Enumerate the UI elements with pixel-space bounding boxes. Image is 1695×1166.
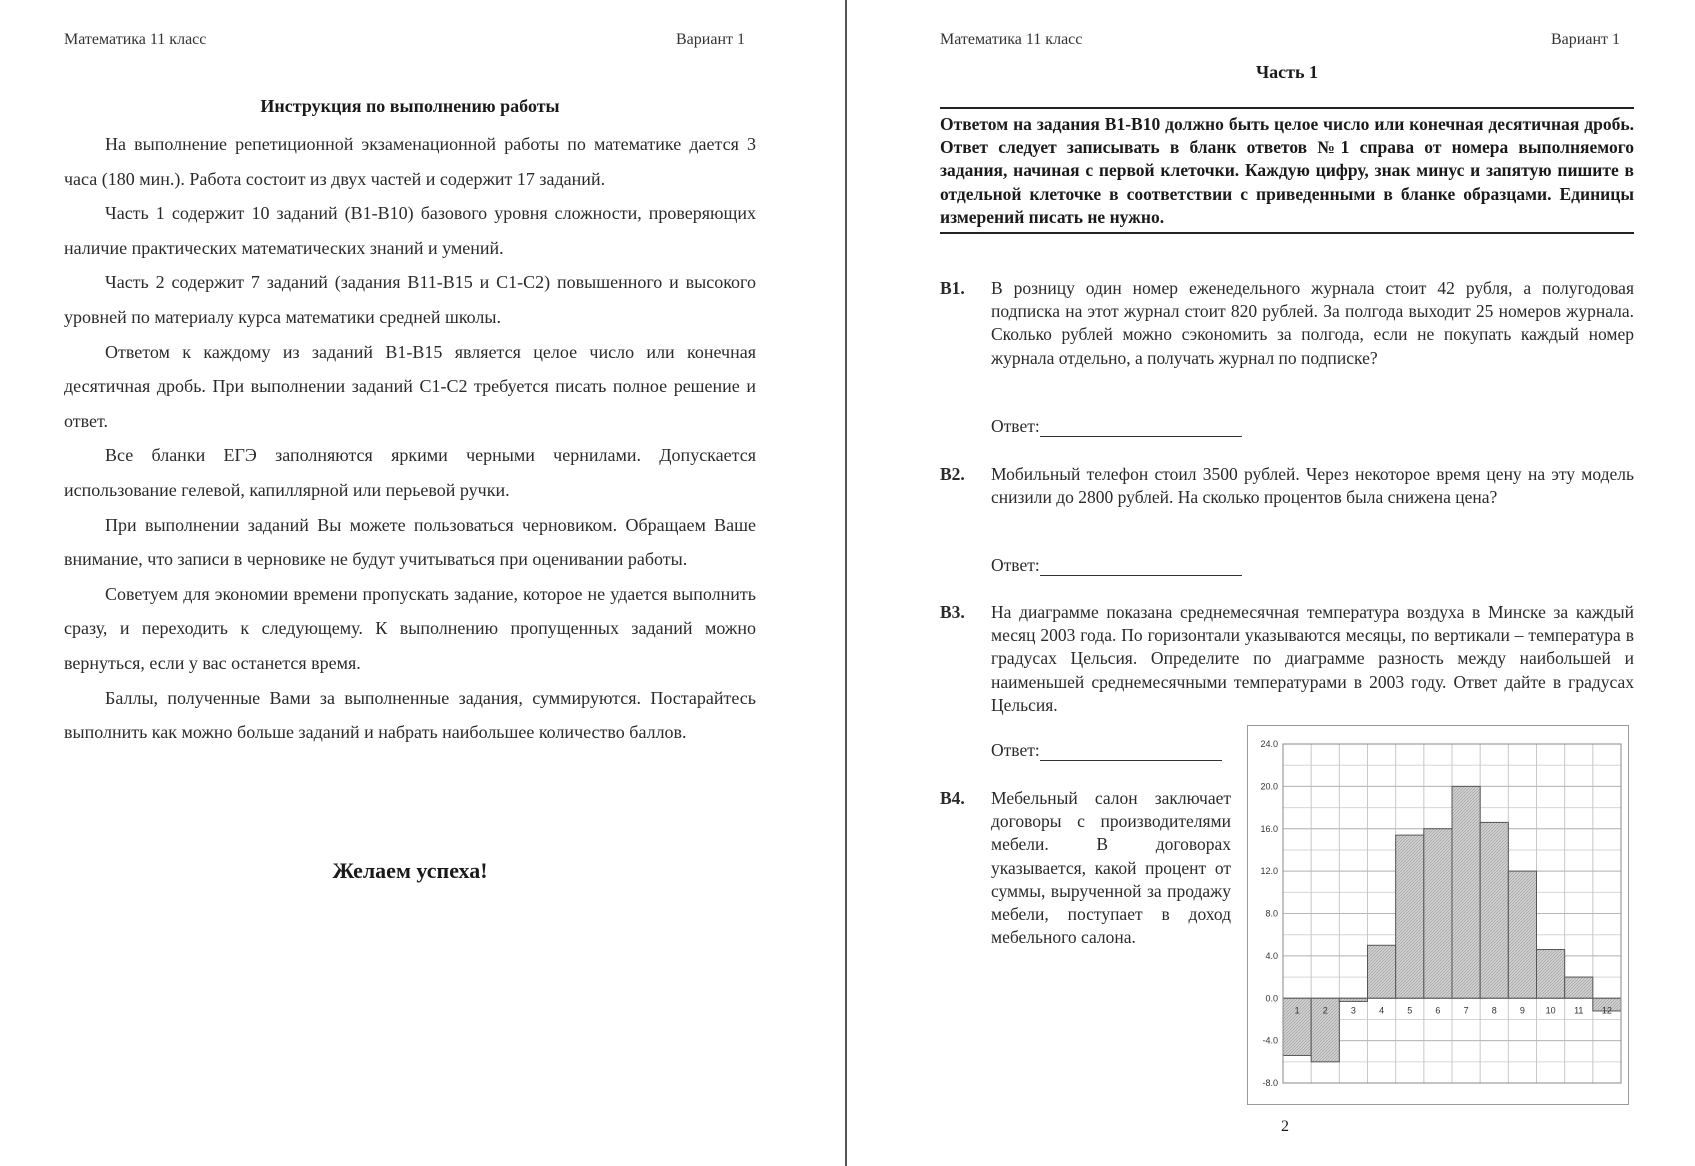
answer-line[interactable] <box>1040 742 1222 761</box>
rules-box: Ответом на задания В1-В10 должно быть целое число или конечная десятичная дробь. Ответ следует записывать в бланк ответов №1 справа от номера выполняемого задания, начиная с первой клеточки. Каждую цифру, знак минус и запятую пишите в отдельной клеточке в соответствии с приведенными в бланке образцами. Единицы измерений писать не нужно. <box>940 107 1634 234</box>
answer-label: Ответ: <box>991 555 1040 575</box>
instruction-paragraph: При выполнении заданий Вы можете пользоваться черновиком. Обращаем Ваше внимание, что записи в черновике не будут учитываться при оценивании работы. <box>64 514 756 570</box>
instruction-paragraph: Часть 2 содержит 7 заданий (задания В11-В15 и С1-С2) повышенного и высокого уровней по материалу курса математики средней школы. <box>64 272 756 327</box>
bar-month-7 <box>1452 786 1480 998</box>
instruction-body <box>64 127 756 750</box>
task-number: В2. <box>940 464 965 484</box>
answer-b2 <box>991 555 1242 576</box>
instruction-paragraph: На выполнение репетиционной экзаменационной работы по математике дается 3 часа (180 мин.). Работа состоит из двух частей и содержит 17 заданий. <box>64 134 756 189</box>
page-number: 2 <box>1281 1118 1289 1135</box>
answer-line[interactable] <box>1040 418 1242 437</box>
x-tick-label: 2 <box>1322 1005 1328 1016</box>
page-divider <box>845 0 847 1166</box>
x-tick-label: 9 <box>1519 1005 1525 1016</box>
x-tick-label: 1 <box>1294 1005 1300 1016</box>
y-tick-label: 20.0 <box>1260 781 1278 792</box>
closing-wish: Желаем успеха! <box>332 858 488 883</box>
instruction-title: Инструкция по выполнению работы <box>260 96 560 116</box>
task-text: На диаграмме показана среднемесячная температура воздуха в Минске за каждый месяц 2003 года. По горизонтали указываются месяцы, по вертикали – температура в градусах Цельсия. Определите по диаграмме разность между наибольшей и наименьшей среднемесячными температурами в 2003 году. Ответ дайте в градусах Цельсия. <box>991 602 1634 715</box>
task-number: В3. <box>940 602 965 622</box>
answer-b3 <box>991 740 1222 761</box>
x-tick-label: 10 <box>1545 1005 1556 1016</box>
bar-month-4 <box>1368 945 1396 998</box>
instruction-paragraph: Все бланки ЕГЭ заполняются яркими черными чернилами. Допускается использование гелевой, капиллярной или перьевой ручки. <box>64 445 756 500</box>
x-tick-label: 5 <box>1407 1005 1413 1016</box>
bar-month-8 <box>1480 822 1508 998</box>
answer-b1 <box>991 416 1242 437</box>
answer-label: Ответ: <box>991 416 1040 436</box>
task-b3 <box>940 601 1634 719</box>
header-variant: Вариант 1 <box>676 31 745 48</box>
answer-label: Ответ: <box>991 740 1040 760</box>
temperature-chart-svg <box>1247 725 1629 1105</box>
y-tick-label: 12.0 <box>1260 866 1278 877</box>
task-text: В розницу один номер еженедельного журнала стоит 42 рубля, а полугодовая подписка на этот журнал стоит 820 рублей. За полгода выходит 25 номеров журнала. Сколько рублей можно сэкономить за полгода, если не покупать каждый номер журнала отдельно, а получать журнал по подписке? <box>991 278 1634 368</box>
instruction-paragraph: Советуем для экономии времени пропускать задание, которое не удается выполнить сразу, и переходить к следующему. К выполнению пропущенных заданий можно вернуться, если у вас останется время. <box>64 583 756 673</box>
y-tick-label: -4.0 <box>1262 1035 1278 1046</box>
x-tick-label: 6 <box>1435 1005 1441 1016</box>
header-subject: Математика 11 класс <box>940 31 1083 48</box>
y-tick-label: 8.0 <box>1265 908 1278 919</box>
bar-month-9 <box>1508 871 1536 998</box>
y-tick-label: 16.0 <box>1260 823 1278 834</box>
bar-month-10 <box>1537 950 1565 999</box>
x-tick-label: 11 <box>1574 1005 1584 1016</box>
task-number: В1. <box>940 278 965 298</box>
x-tick-label: 12 <box>1601 1005 1612 1016</box>
task-number: В4. <box>940 788 965 808</box>
x-tick-label: 4 <box>1379 1005 1385 1016</box>
header-variant: Вариант 1 <box>1551 31 1620 48</box>
answer-line[interactable] <box>1040 557 1242 576</box>
y-tick-label: 0.0 <box>1265 993 1278 1004</box>
x-tick-label: 8 <box>1491 1005 1497 1016</box>
bar-month-11 <box>1565 977 1593 998</box>
x-tick-label: 7 <box>1463 1005 1469 1016</box>
task-text: Мобильный телефон стоил 3500 рублей. Через некоторое время цену на эту модель снизили до 2800 рублей. На сколько процентов была снижена цена? <box>991 464 1634 508</box>
instruction-paragraph: Часть 1 содержит 10 заданий (В1-В10) базового уровня сложности, проверяющих наличие практических математических знаний и умений. <box>64 203 756 258</box>
y-tick-label: 24.0 <box>1260 739 1278 749</box>
instruction-paragraph: Баллы, полученные Вами за выполненные задания, суммируются. Постарайтесь выполнить как можно больше заданий и набрать наибольшее количество баллов. <box>64 687 756 743</box>
task-text: Мебельный салон заключает договоры с производителями мебели. В договорах указывается, какой процент от суммы, вырученной за продажу мебели, поступает в доход мебельного салона. <box>991 788 1231 948</box>
y-tick-label: 4.0 <box>1265 950 1278 961</box>
temperature-chart <box>1247 725 1629 1105</box>
y-tick-label: -8.0 <box>1262 1078 1278 1088</box>
part-title: Часть 1 <box>1255 62 1319 82</box>
instruction-paragraph: Ответом к каждому из заданий В1-В15 является целое число или конечная десятичная дробь. При выполнении заданий С1-С2 требуется писать полное решение и ответ. <box>64 341 756 431</box>
left-page <box>0 0 846 1166</box>
task-b2 <box>940 463 1634 535</box>
x-tick-label: 3 <box>1350 1005 1356 1016</box>
header-subject: Математика 11 класс <box>64 31 207 48</box>
task-b1 <box>940 277 1634 397</box>
right-page <box>848 0 1695 1166</box>
bar-month-5 <box>1396 835 1424 998</box>
bar-month-6 <box>1424 829 1452 999</box>
